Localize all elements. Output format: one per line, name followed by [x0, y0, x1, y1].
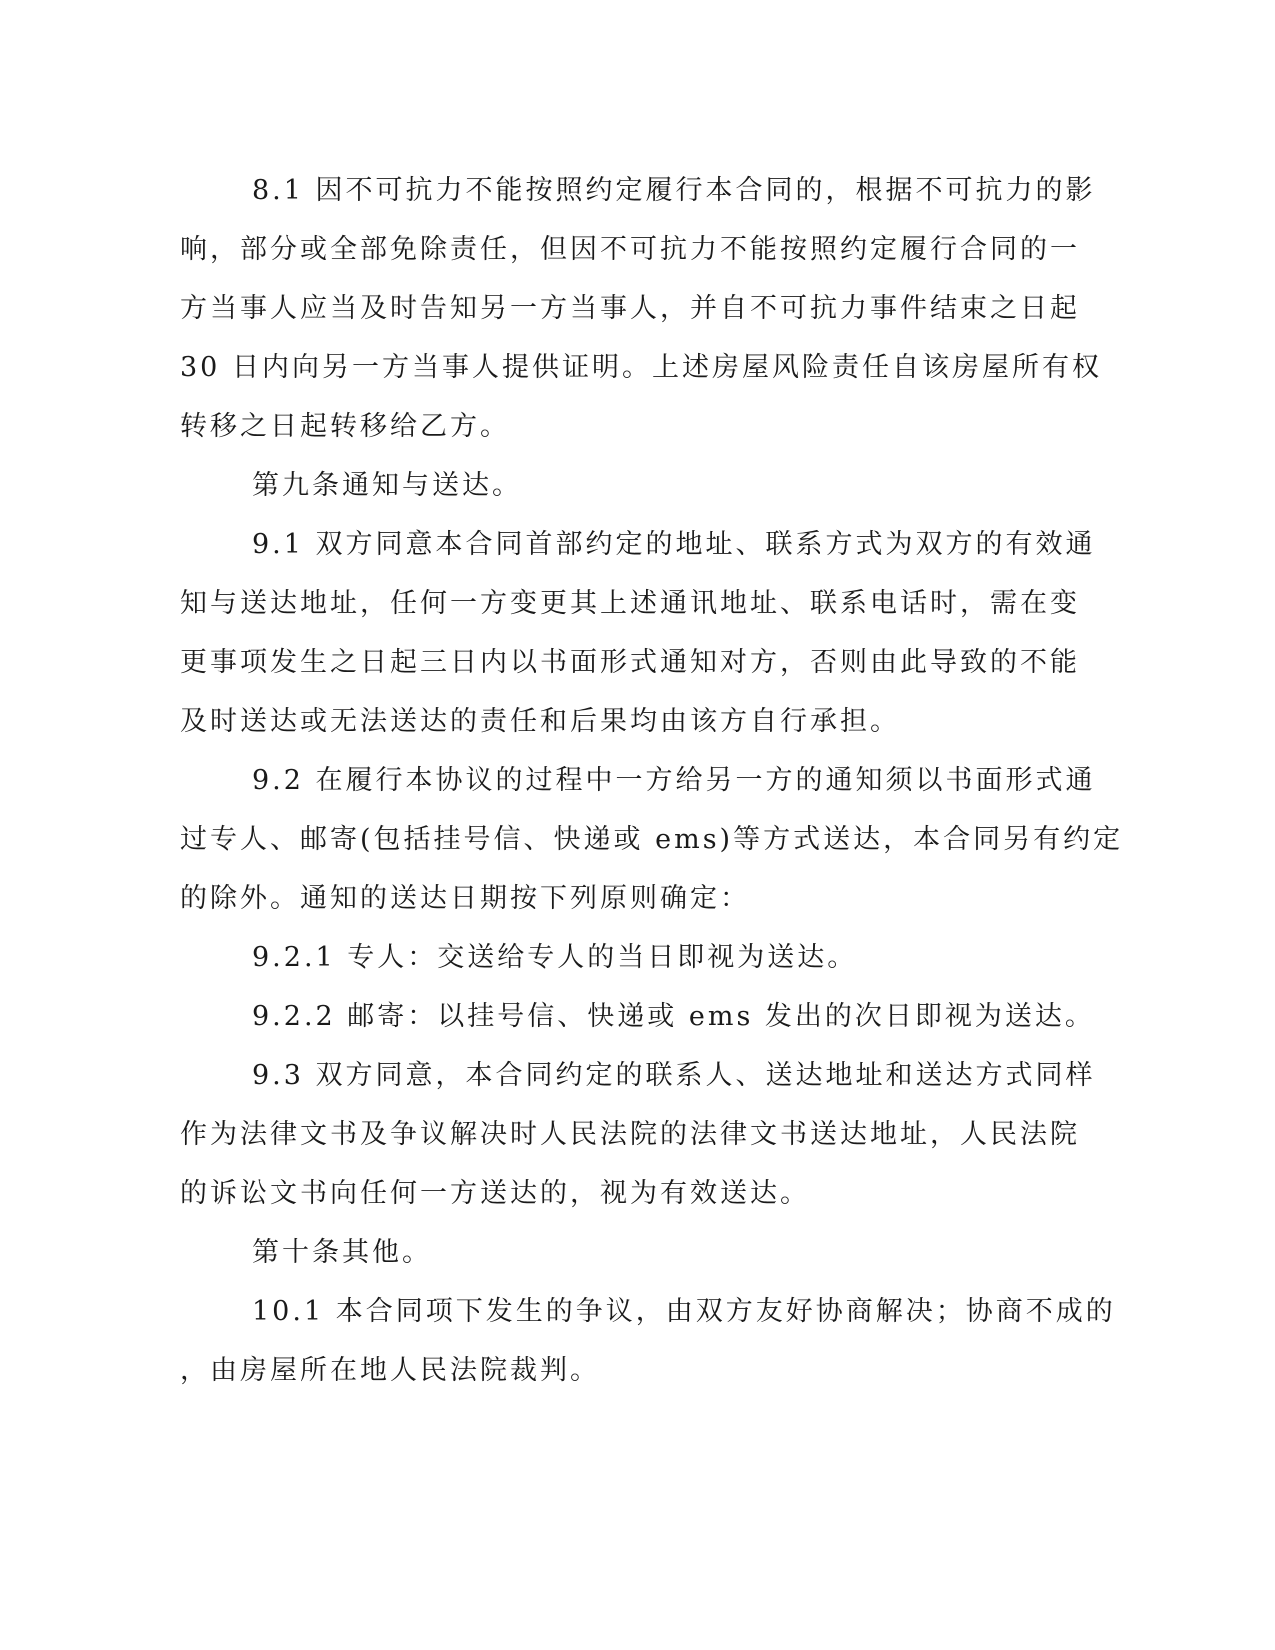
clause-8-1-line-2: 响，部分或全部免除责任，但因不可抗力不能按照约定履行合同的一: [180, 234, 1080, 265]
clause-9-3-line-2: 作为法律文书及争议解决时人民法院的法律文书送达地址，人民法院: [180, 1119, 1080, 1150]
contract-text-body: [180, 161, 1124, 1400]
clause-9-2-line-2: 过专人、邮寄(包括挂号信、快递或 ems)等方式送达，本合同另有约定: [180, 824, 1124, 855]
clause-9-2-1: 9.2.1 专人：交送给专人的当日即视为送达。: [252, 942, 858, 973]
clause-8-1-line-1: 8.1 因不可抗力不能按照约定履行本合同的，根据不可抗力的影: [252, 175, 1096, 206]
article-9-heading: 第九条通知与送达。: [252, 470, 522, 501]
clause-9-2-2: 9.2.2 邮寄：以挂号信、快递或 ems 发出的次日即视为送达。: [252, 1001, 1095, 1032]
clause-9-1-line-3: 更事项发生之日起三日内以书面形式通知对方，否则由此导致的不能: [180, 647, 1080, 678]
clause-9-2-line-3: 的除外。通知的送达日期按下列原则确定：: [180, 883, 750, 914]
clause-9-2-line-1: 9.2 在履行本协议的过程中一方给另一方的通知须以书面形式通: [252, 765, 1096, 796]
clause-10-1-line-1: 10.1 本合同项下发生的争议，由双方友好协商解决；协商不成的: [252, 1296, 1116, 1327]
clause-9-3-line-3: 的诉讼文书向任何一方送达的，视为有效送达。: [180, 1178, 810, 1209]
clause-9-1-line-2: 知与送达地址，任何一方变更其上述通讯地址、联系电话时，需在变: [180, 588, 1080, 619]
clause-8-1-line-3: 方当事人应当及时告知另一方当事人，并自不可抗力事件结束之日起: [180, 293, 1080, 324]
article-10-heading: 第十条其他。: [252, 1237, 432, 1268]
clause-10-1-line-2: ，由房屋所在地人民法院裁判。: [180, 1355, 600, 1386]
clause-8-1-line-5: 转移之日起转移给乙方。: [180, 411, 510, 442]
clause-9-1-line-1: 9.1 双方同意本合同首部约定的地址、联系方式为双方的有效通: [252, 529, 1096, 560]
clause-9-1-line-4: 及时送达或无法送达的责任和后果均由该方自行承担。: [180, 706, 900, 737]
clause-8-1-line-4: 30 日内向另一方当事人提供证明。上述房屋风险责任自该房屋所有权: [180, 352, 1102, 383]
clause-9-3-line-1: 9.3 双方同意，本合同约定的联系人、送达地址和送达方式同样: [252, 1060, 1096, 1091]
